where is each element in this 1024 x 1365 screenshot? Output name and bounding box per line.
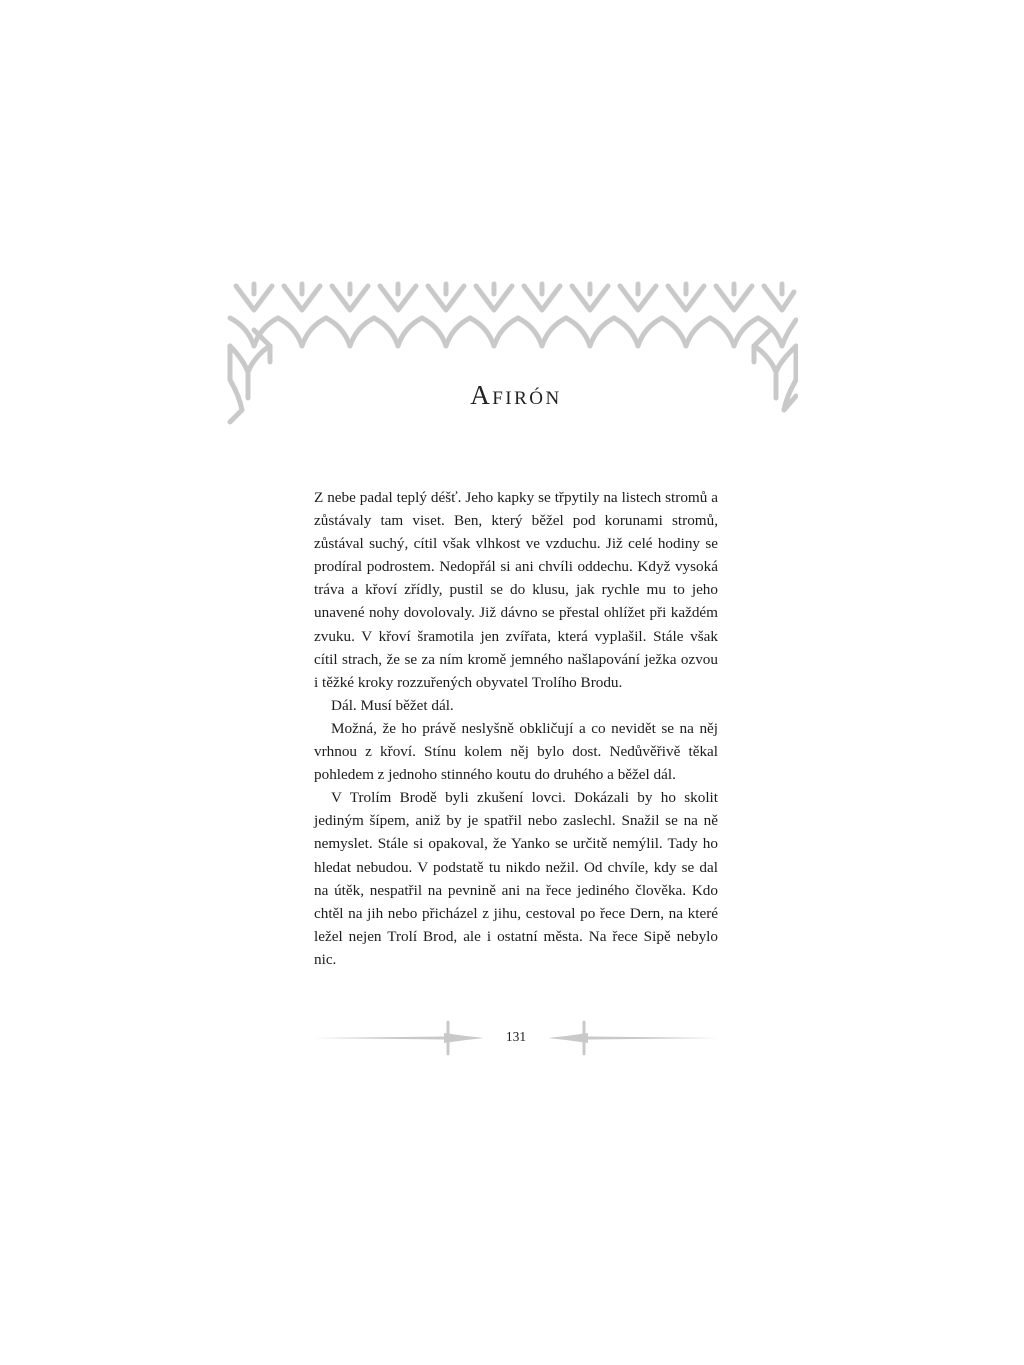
page-number: 131 [505, 1029, 527, 1044]
paragraph: Dál. Musí běžet dál. [331, 696, 454, 714]
paragraph: Z nebe padal teplý déšť. Jeho kapky se třpytily na listech stromů a zůstávaly tam viset. Ben, který běžel pod korunami stromů, zůstával suchý, cítil však vlhkost ve vzduchu. Již celé hodiny se prodíral podrostem. Nedopřál si ani chvíli oddechu. Když vysoká tráva a křoví zřídly, pustil se do klusu, jak rychle mu to jeho unavené nohy dovolovaly. Již dávno se přestal ohlížet při každém zvuku. V křoví šramotila jen zvířata, která vyplašil. Stále však cítil strach, že se za ním kromě jemného našlapování ježka ozvou i těžké kroky rozzuřených obyvatel Trolího Brodu. [314, 489, 718, 691]
paragraph: V Trolím Brodě byli zkušení lovci. Dokázali by ho skolit jediným šípem, aniž by je spatřil nebo zaslechl. Snažil se na ně nemyslet. Stále si opakoval, že Yanko se určitě nemýlil. Tady ho hledat nebudou. V podstatě tu nikdo nežil. Od chvíle, kdy se dal na útěk, nespatřil na pevnině ani na řece jediného člověka. Kdo chtěl na jih nebo přicházel z jihu, cestoval po řece Dern, na které ležel nejen Trolí Brod, ale i ostatní města. Na řece Sipě nebylo nic. [314, 789, 718, 968]
body-text [314, 486, 718, 971]
paragraph: Možná, že ho právě neslyšně obkličují a co nevidět se na něj vrhnou z křoví. Stínu kolem něj bylo dost. Nedůvěřivě těkal pohledem z jednoho stinného koutu do druhého a běžel dál. [314, 719, 718, 784]
page-footer [314, 1018, 718, 1058]
chapter-title: Afirón [470, 380, 562, 410]
